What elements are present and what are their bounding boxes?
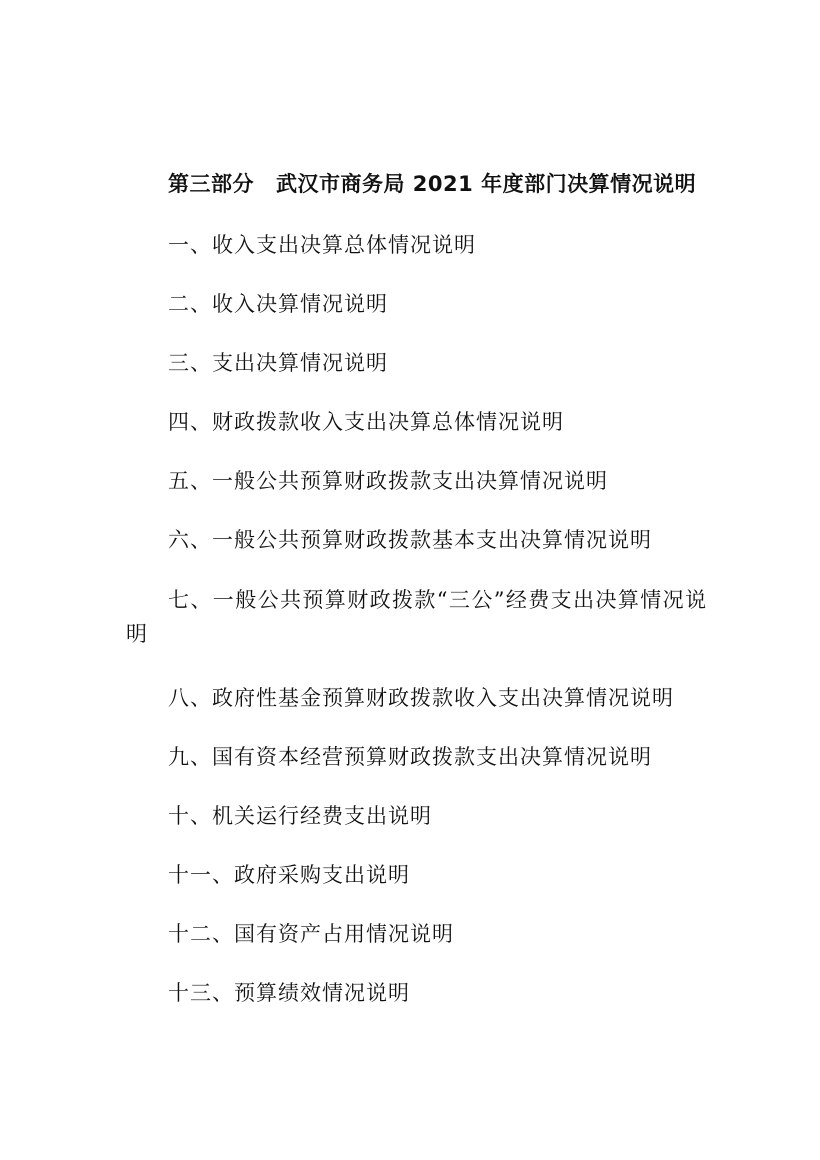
title-part: 第三部分	[168, 172, 254, 196]
toc-item-1: 一、收入支出决算总体情况说明	[168, 233, 476, 257]
toc-item-5: 五、一般公共预算财政拨款支出决算情况说明	[168, 469, 608, 493]
toc-item-11: 十一、政府采购支出说明	[168, 863, 410, 887]
toc-item-3: 三、支出决算情况说明	[168, 351, 388, 375]
toc-item-9: 九、国有资本经营预算财政拨款支出决算情况说明	[168, 745, 652, 769]
toc-item-2: 二、收入决算情况说明	[168, 292, 388, 316]
toc-item-13: 十三、预算绩效情况说明	[168, 981, 410, 1005]
toc-item-8: 八、政府性基金预算财政拨款收入支出决算情况说明	[168, 686, 674, 710]
toc-item-6: 六、一般公共预算财政拨款基本支出决算情况说明	[168, 528, 652, 552]
toc-item-10: 十、机关运行经费支出说明	[168, 804, 432, 828]
title-main: 武汉市商务局 2021 年度部门决算情况说明	[276, 172, 697, 196]
toc-item-4: 四、财政拨款收入支出决算总体情况说明	[168, 410, 564, 434]
page-title	[168, 168, 696, 200]
toc-item-7: 七、一般公共预算财政拨款“三公”经费支出决算情况说明	[126, 588, 708, 646]
toc-item-12: 十二、国有资产占用情况说明	[168, 922, 454, 946]
